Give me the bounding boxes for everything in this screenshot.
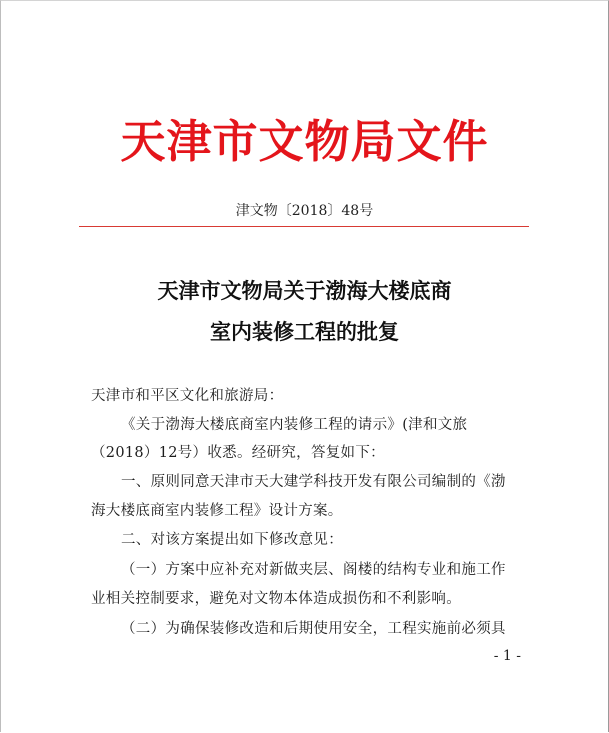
document-header-title: 天津市文物局文件: [120, 115, 489, 168]
document-number: 津文物〔2018〕48号: [235, 203, 374, 219]
red-divider-line: [79, 226, 529, 227]
body-line: 海大楼底商室内装修工程》设计方案。: [91, 503, 343, 519]
body-line: （2018）12号）收悉。经研究，答复如下：: [91, 445, 385, 461]
page-number: - 1 -: [493, 648, 521, 664]
body-line: （一）方案中应补充对新做夹层、阁楼的结构专业和施工作: [121, 562, 506, 578]
body-line: 业相关控制要求，避免对文物本体造成损伤和不利影响。: [91, 591, 461, 607]
body-line: 《关于渤海大楼底商室内装修工程的请示》(津和文旅: [121, 417, 468, 433]
body-line: 一、原则同意天津市天大建学科技开发有限公司编制的《渤: [121, 474, 506, 490]
document-title-line-1: 天津市文物局关于渤海大楼底商: [157, 278, 452, 303]
document-title-line-2: 室内装修工程的批复: [210, 319, 399, 344]
addressee: 天津市和平区文化和旅游局：: [91, 388, 284, 404]
body-line: （二）为确保装修改造和后期使用安全，工程实施前必须具: [121, 621, 506, 637]
body-line: 二、对该方案提出如下修改意见：: [121, 532, 343, 548]
